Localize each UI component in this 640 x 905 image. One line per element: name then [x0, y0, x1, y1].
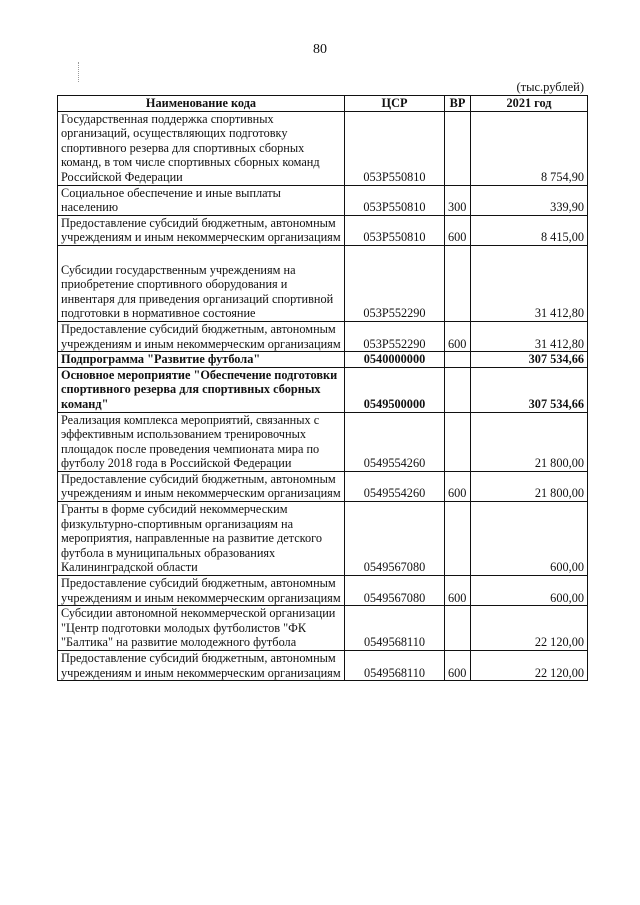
row-vr-cell — [445, 352, 471, 368]
row-name-cell: Государственная поддержка спортивных организаций, осуществляющих подготовку спортивного резерва для спортивных сборных команд, в том числе спортивных сборных команд Российской Федерации — [58, 111, 345, 185]
row-csr-cell: 053P550810 — [345, 185, 445, 215]
table-row — [58, 576, 588, 606]
header-name: Наименование кода — [58, 96, 345, 112]
row-vr-cell — [445, 367, 471, 412]
row-csr-cell: 0549568110 — [345, 606, 445, 651]
row-name-cell: Предоставление субсидий бюджетным, автономным учреждениям и иным некоммерческим организациям — [58, 651, 345, 681]
row-csr-cell: 0549554260 — [345, 412, 445, 471]
table-row — [58, 502, 588, 576]
table-row — [58, 471, 588, 501]
row-amount-cell: 22 120,00 — [471, 651, 588, 681]
table-header-row — [58, 96, 588, 112]
table-row — [58, 215, 588, 245]
header-csr: ЦСР — [345, 96, 445, 112]
row-vr-cell: 600 — [445, 576, 471, 606]
row-name-cell: Предоставление субсидий бюджетным, автономным учреждениям и иным некоммерческим организациям — [58, 215, 345, 245]
row-amount-cell: 31 412,80 — [471, 245, 588, 321]
table-row — [58, 367, 588, 412]
budget-table — [57, 95, 588, 681]
row-amount-cell: 22 120,00 — [471, 606, 588, 651]
table-row — [58, 185, 588, 215]
row-amount-cell: 21 800,00 — [471, 412, 588, 471]
row-amount-cell: 21 800,00 — [471, 471, 588, 501]
row-csr-cell: 0549568110 — [345, 651, 445, 681]
page-number: 80 — [313, 42, 327, 57]
table-row — [58, 245, 588, 321]
row-amount-cell: 600,00 — [471, 576, 588, 606]
row-vr-cell: 600 — [445, 321, 471, 351]
row-csr-cell: 053P550810 — [345, 111, 445, 185]
row-name-cell: Гранты в форме субсидий некоммерческим физкультурно-спортивным организациям на мероприятия, направленные на развитие детского футбола в муниципальных образованиях Калининградской области — [58, 502, 345, 576]
header-year: 2021 год — [471, 96, 588, 112]
row-csr-cell: 0540000000 — [345, 352, 445, 368]
row-vr-cell: 600 — [445, 651, 471, 681]
header-vr: ВР — [445, 96, 471, 112]
row-name-cell: Субсидии государственным учреждениям на приобретение спортивного оборудования и инвентаря для приведения организаций спортивной подготовки в нормативное состояние — [58, 245, 345, 321]
row-amount-cell: 8 754,90 — [471, 111, 588, 185]
row-amount-cell: 31 412,80 — [471, 321, 588, 351]
row-vr-cell — [445, 502, 471, 576]
table-row — [58, 412, 588, 471]
row-name-cell: Предоставление субсидий бюджетным, автономным учреждениям и иным некоммерческим организациям — [58, 576, 345, 606]
row-csr-cell: 053P550810 — [345, 215, 445, 245]
table-row — [58, 606, 588, 651]
table-row — [58, 651, 588, 681]
row-name-cell: Основное мероприятие "Обеспечение подготовки спортивного резерва для спортивных сборных команд" — [58, 367, 345, 412]
row-csr-cell: 0549554260 — [345, 471, 445, 501]
row-vr-cell — [445, 412, 471, 471]
row-amount-cell: 8 415,00 — [471, 215, 588, 245]
row-name-cell: Предоставление субсидий бюджетным, автономным учреждениям и иным некоммерческим организациям — [58, 471, 345, 501]
row-csr-cell: 0549500000 — [345, 367, 445, 412]
table-row — [58, 321, 588, 351]
row-name-cell: Предоставление субсидий бюджетным, автономным учреждениям и иным некоммерческим организациям — [58, 321, 345, 351]
row-amount-cell: 307 534,66 — [471, 367, 588, 412]
row-amount-cell: 307 534,66 — [471, 352, 588, 368]
table-row — [58, 111, 588, 185]
row-csr-cell: 053P552290 — [345, 245, 445, 321]
row-amount-cell: 339,90 — [471, 185, 588, 215]
row-vr-cell — [445, 606, 471, 651]
row-vr-cell — [445, 245, 471, 321]
row-name-cell: Социальное обеспечение и иные выплаты населению — [58, 185, 345, 215]
row-vr-cell: 600 — [445, 471, 471, 501]
margin-scan-mark — [78, 62, 81, 82]
row-name-cell: Субсидии автономной некоммерческой организации "Центр подготовки молодых футболистов "ФК "Балтика" на развитие молодежного футбола — [58, 606, 345, 651]
row-vr-cell — [445, 111, 471, 185]
table-row — [58, 352, 588, 368]
table-body — [58, 111, 588, 681]
unit-label: (тыс.рублей) — [516, 80, 584, 94]
row-csr-cell: 0549567080 — [345, 502, 445, 576]
row-vr-cell: 600 — [445, 215, 471, 245]
row-vr-cell: 300 — [445, 185, 471, 215]
row-amount-cell: 600,00 — [471, 502, 588, 576]
row-name-cell: Реализация комплекса мероприятий, связанных с эффективным использованием тренировочных площадок после проведения чемпионата мира по футболу 2018 года в Российской Федерации — [58, 412, 345, 471]
row-csr-cell: 0549567080 — [345, 576, 445, 606]
row-csr-cell: 053P552290 — [345, 321, 445, 351]
row-name-cell: Подпрограмма "Развитие футбола" — [58, 352, 345, 368]
